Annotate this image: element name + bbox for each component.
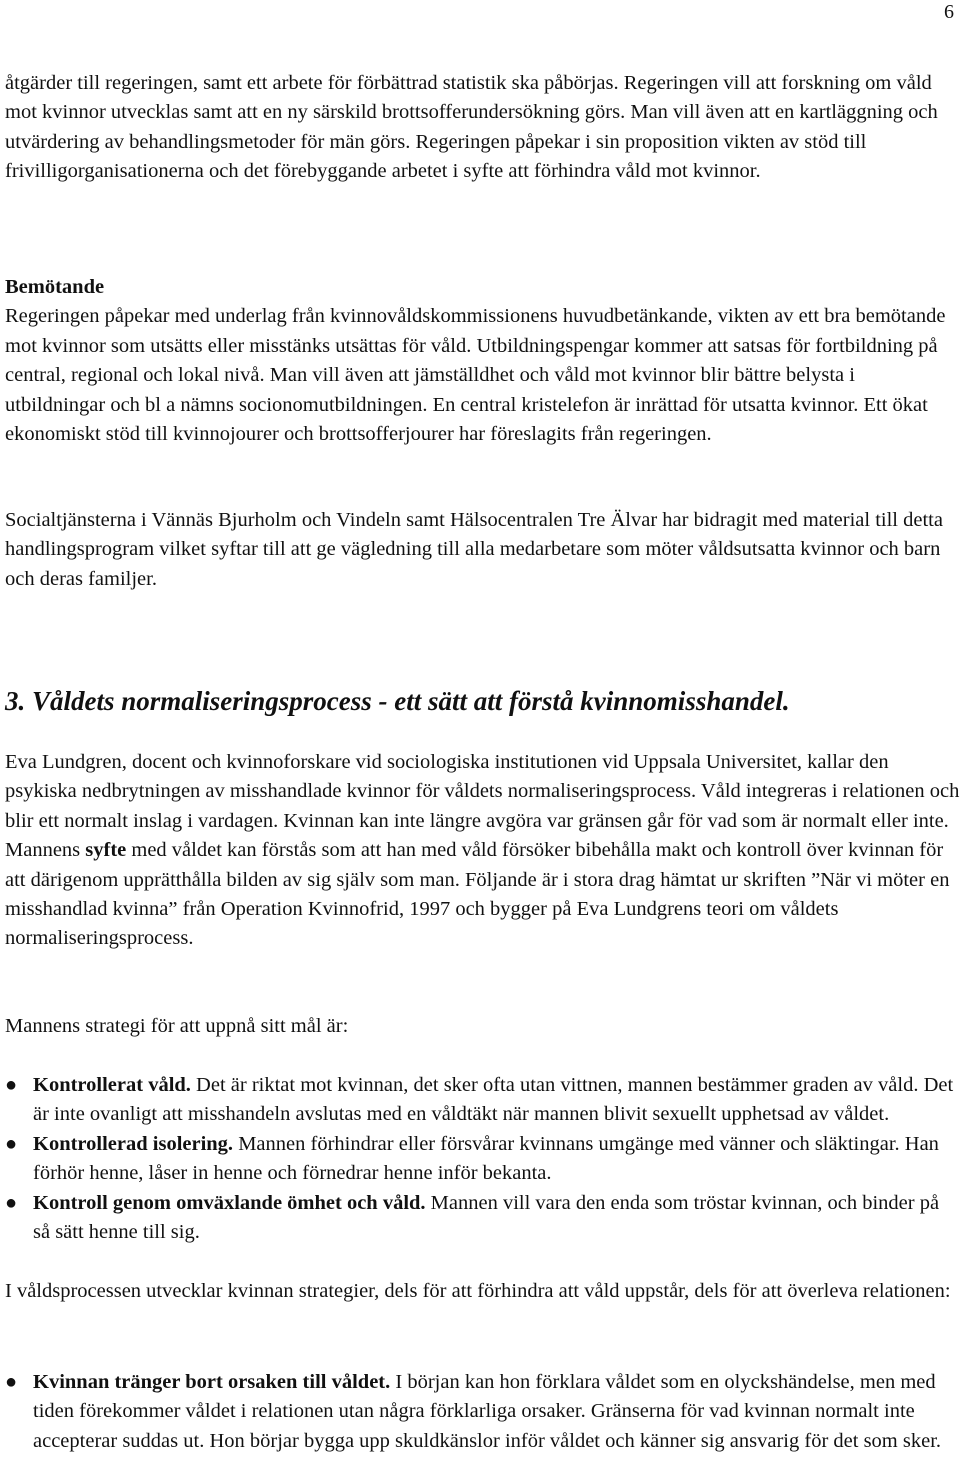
paragraph-text-end: med våldet kan förstås som att han med våld försöker bibehålla makt och kontroll över kvinnan för att därigenom upprätthålla bilden av sig själv som man. Följande är i stora drag hämtat ur skriften ”När vi möter en misshandlad kvinna” från Operation Kvinnofrid, 1997 och bygger på Eva Lundgrens teori om våldets normaliseringsprocess. xyxy=(5,839,950,950)
list-item-title: Kontrollerat våld. xyxy=(33,1074,191,1096)
list-item-text: Mannen förhindrar eller försvårar kvinnans umgänge med vänner och släktingar. Han förhör henne, låser in henne och förnedrar henne inför bekanta. xyxy=(33,1132,939,1185)
process-paragraph: I våldsprocessen utvecklar kvinnan strategier, dels för att förhindra att våld uppstår, dels för att överleva relationen: xyxy=(5,1280,951,1302)
list-item-title: Kontrollerad isolering. xyxy=(33,1132,234,1155)
woman-strategy-list xyxy=(0,1368,960,1456)
paragraph-text-start: Eva Lundgren, docent och kvinnoforskare vid sociologiska institutionen vid Uppsala Universitet, kallar den psykiska nedbrytningen av misshandlade kvinnor för våldets normaliseringsprocess. Våld integreras i relationen och blir ett normalt inslag i vardagen. Kvinnan kan inte längre avgöra var gränsen går för vad som är normalt eller inte. Mannens xyxy=(5,751,960,862)
emphasis-syfte: syfte xyxy=(85,839,127,862)
page-number: 6 xyxy=(944,1,954,23)
bullet-icon: ● xyxy=(5,1191,18,1214)
list-item-title: Kvinnan tränger bort orsaken till våldet. xyxy=(33,1371,391,1393)
list-item-text: Mannen vill vara den enda som tröstar kvinnan, och binder på så sätt henne till sig. xyxy=(33,1191,940,1244)
man-strategy-list xyxy=(0,1071,960,1247)
list-item-text: I början kan hon förklara våldet som en olyckshändelse, men med tiden förekommer våldet i relationen utan några förklarliga orsaker. Gränserna för vad kvinnan normalt inte accepterar suddas ut. Hon börjar bygga upp skuldkänslor inför våldet och känner sig ansvarig för det som sker. xyxy=(33,1371,942,1452)
intro-paragraph: åtgärder till regeringen, samt ett arbete för förbättrad statistik ska påbörjas. Regeringen vill att forskning om våld mot kvinnor utvecklas samt att en ny särskild brottsofferundersökning görs. Man vill även att en kartläggning och utvärdering av behandlingsmetoder för män görs. Regeringen påpekar i sin proposition vikten av stöd till frivilligorganisationerna och det förebyggande arbetet i syfte att förhindra våld mot kvinnor. xyxy=(5,72,938,183)
list-item xyxy=(0,1368,960,1456)
list-item xyxy=(0,1130,960,1189)
section-3-heading: 3. Våldets normaliseringsprocess - ett sätt att förstå kvinnomisshandel. xyxy=(5,686,790,716)
list-item-text: Det är riktat mot kvinnan, det sker ofta utan vittnen, mannen bestämmer graden av våld. Det är inte ovanligt att misshandeln avslutas med en våldtäkt när mannen blivit sexuellt upphetsad av våldet. xyxy=(33,1074,954,1126)
section-3-paragraph xyxy=(5,748,960,954)
bemotande-section xyxy=(5,273,960,449)
bullet-icon: ● xyxy=(5,1074,18,1096)
bemotande-paragraph: Regeringen påpekar med underlag från kvinnovåldskommissionens huvudbetänkande, vikten av ett bra bemötande mot kvinnor som utsätts eller misstänks utsättas för våld. Utbildningspengar kommer att satsas för fortbildning på central, regional och lokal nivå. Man vill även att jämställdhet och våld mot kvinnor blir bättre belysta i utbildningar och bl a nämns socionomutbildningen. En central kristelefon är inrättad för utsatta kvinnor. Ett ökat ekonomiskt stöd till kvinnojourer och brottsofferjourer har föreslagits från regeringen. xyxy=(5,305,946,446)
socialtjanst-paragraph: Socialtjänsterna i Vännäs Bjurholm och Vindeln samt Hälsocentralen Tre Älvar har bidragit med material till detta handlingsprogram vilket syftar till att ge vägledning till alla medarbetare som möter våldsutsatta kvinnor och barn och deras familjer. xyxy=(5,509,943,590)
list-item xyxy=(0,1071,960,1130)
strategy-intro: Mannens strategi för att uppnå sitt mål är: xyxy=(5,1015,349,1037)
bullet-icon: ● xyxy=(5,1132,18,1155)
bemotande-heading: Bemötande xyxy=(5,276,105,298)
bullet-icon: ● xyxy=(5,1371,18,1393)
list-item-title: Kontroll genom omväxlande ömhet och våld. xyxy=(33,1191,426,1214)
list-item xyxy=(0,1189,960,1248)
